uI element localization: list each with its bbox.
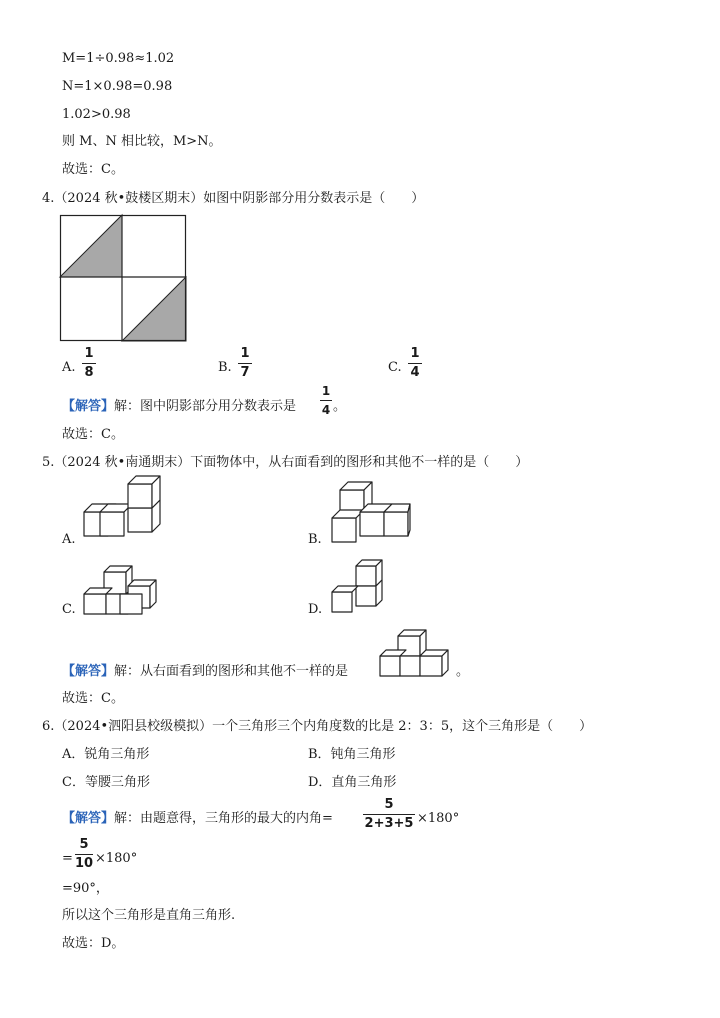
q4-option-b-fraction: 1 7: [238, 346, 252, 381]
q4-solution-text: 解：图中阴影部分用分数表示是: [114, 399, 297, 414]
q5-solution-text: 解：从右面看到的图形和其他不一样的是: [114, 664, 349, 679]
q5-figure-a: [84, 482, 164, 544]
q6-stem: 6.（2024•泗阳县校级模拟）一个三角形三个内角度数的比是 2：3：5，这个三角形是（ ）: [42, 719, 593, 734]
q5-figure-d: [330, 560, 390, 618]
q4-option-a-fraction: 1 8: [82, 346, 96, 381]
q4-option-c-fraction: 1 4: [408, 346, 422, 381]
q5-figure-b: [330, 482, 412, 544]
q4-stem: 4.（2024 秋•鼓楼区期末）如图中阴影部分用分数表示是（ ）: [42, 191, 425, 206]
q5-solution-end: 。: [456, 664, 470, 679]
q4-solution-fraction: 1 4: [321, 384, 331, 417]
q6-option-d: D．直角三角形: [308, 775, 397, 790]
q6-fraction-1: 5 2+3+5: [364, 797, 414, 831]
q5-label-b: B.: [308, 532, 322, 547]
q6-solution-text: 解：由题意得，三角形的最大的内角=: [114, 811, 333, 826]
q5-answer: 故选：C。: [62, 691, 124, 706]
solution-tag: 【解答】: [62, 811, 115, 826]
q6-fraction-2: 5 10: [75, 837, 94, 871]
conclusion-line: 则 M、N 相比较，M>N。: [62, 134, 222, 149]
q5-label-c: C.: [62, 602, 76, 617]
q5-label-a: A.: [62, 532, 76, 547]
q5-label-d: D.: [308, 602, 323, 617]
q6-option-c: C．等腰三角形: [62, 775, 150, 790]
q5-solution: [62, 663, 348, 681]
q6-option-b: B．钝角三角形: [308, 747, 396, 762]
q4-option-a-label: A.: [62, 360, 76, 375]
q4-option-c-label: C.: [388, 360, 402, 375]
calc-line-n: N=1×0.98=0.98: [62, 79, 173, 94]
q5-solution-figure: [380, 628, 460, 680]
solution-tag: 【解答】: [62, 399, 115, 414]
q5-figure-c: [84, 566, 164, 616]
q6-conclusion: 所以这个三角形是直角三角形.: [62, 908, 236, 923]
q4-shaded-triangle-top: [60, 215, 122, 277]
q6-solution: [62, 810, 333, 828]
q5-stem: 5.（2024 秋•南通期末）下面物体中，从右面看到的图形和其他不一样的是（ ）: [42, 455, 529, 470]
answer-line: 故选：C。: [62, 162, 124, 177]
solution-tag: 【解答】: [62, 664, 115, 679]
q4-answer: 故选：C。: [62, 427, 124, 442]
q4-shaded-triangle-bottom: [122, 277, 186, 341]
q4-solution: [62, 398, 296, 416]
q6-option-a: A．锐角三角形: [62, 747, 150, 762]
q4-option-b-label: B.: [218, 360, 232, 375]
q6-step3: =90°，: [62, 881, 109, 896]
q6-times-2: ×180°: [95, 851, 138, 866]
q4-solution-end: 。: [333, 399, 347, 414]
q4-square-figure: [60, 215, 188, 343]
q6-times-1: ×180°: [417, 811, 460, 826]
calc-line-m: M=1÷0.98≈1.02: [62, 51, 175, 66]
q6-answer: 故选：D。: [62, 936, 125, 951]
compare-line: 1.02>0.98: [62, 107, 131, 122]
q6-step2-prefix: =: [62, 851, 73, 866]
